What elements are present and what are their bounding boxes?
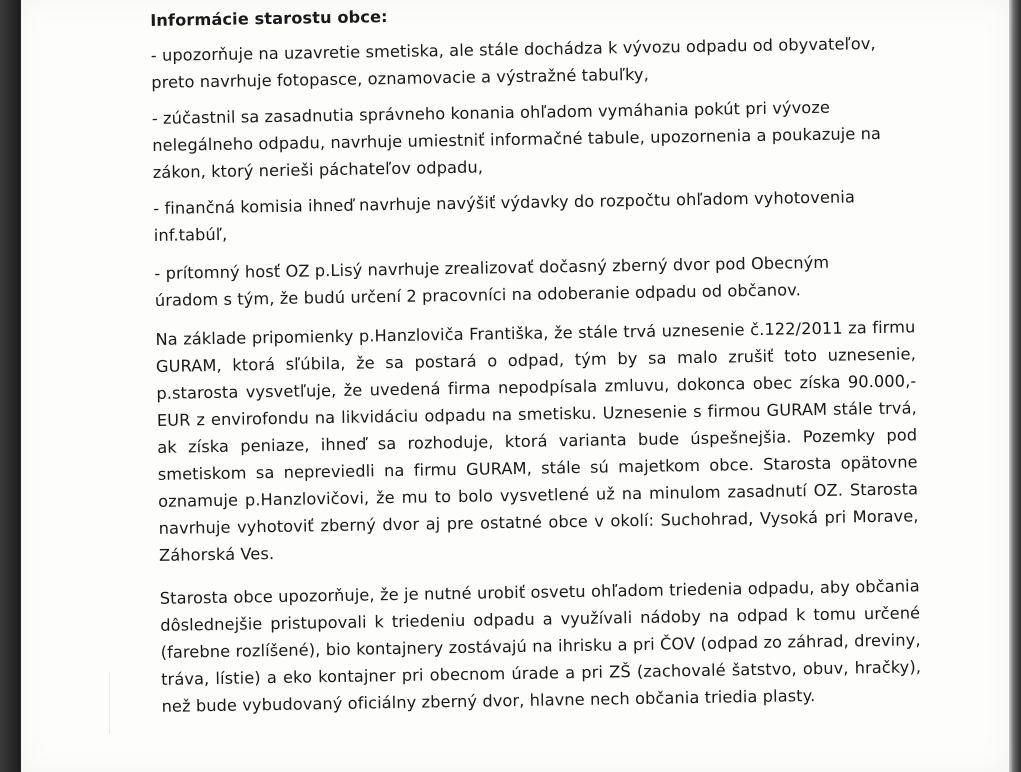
bullet-item-3: - finančná komisia ihneď navrhuje navýšiť výdavky do rozpočtu ohľadom vyhotovenia inf.tabúľ, [153, 187, 856, 245]
paragraph-waste-sorting: Starosta obce upozorňuje, že je nutné urobiť osvetu ohľadom triedenia odpadu, aby občania dôslednejšie pristupovali k triedeniu odpadu a využívali nádoby na odpad k tomu určené (farebne rozlíšené), bio kontajnery zostávajú na ihrisku a pri ČOV (odpad zo záhrad, dreviny, tráva, lístie) a eko kontajner pri obecnom úrade a pri ZŠ (zachovalé šatstvo, obuv, hračky), než bude vybudovaný oficiálny zberný dvor, hlavne nech občania triedia plasty. [159, 576, 922, 716]
paragraph-guram: Na základe pripomienky p.Hanzloviča Františka, že stále trvá uznesenie č.122/2011 za firmu GURAM, ktorá sľúbila, že sa postará o odpad, tým by sa malo zrušiť toto uznesenie, p.starosta vysvetľuje, že uvedená firma nepodpísala zmluvu, dokonca obec získa 90.000,-EUR z envirofondu na likvidáciu odpadu na smetisku. Uznesenie s firmou GURAM stále trvá, ak získa peniaze, ihneď sa rozhoduje, ktorá varianta bude úspešnejšia. Pozemky pod smetiskom sa nepreviedli na firmu GURAM, stále sú majetkom obce. Starosta opätovne oznamuje p.Hanzlovičovi, že mu to bolo vysvetlené už na minulom zasadnutí OZ. Starosta navrhuje vyhotoviť zberný dvor aj pre ostatné obce v okolí: Suchohrad, Vysoká pri Morave, Záhorská Ves. [155, 317, 919, 565]
document-page [21, 0, 1009, 772]
section-heading: Informácie starostu obce: [150, 7, 388, 30]
bullet-item-1: - upozorňuje na uzavretie smetiska, ale stále dochádza k vývozu odpadu od obyvateľov, preto navrhuje fotopasce, oznamovacie a výstražné tabuľky, [150, 33, 876, 92]
bullet-item-4: - prítomný hosť OZ p.Lisý navrhuje zrealizovať dočasný zberný dvor pod Obecným úradom s tým, že budú určení 2 pracovníci na odoberanie odpadu od občanov. [154, 252, 830, 310]
bullet-item-2: - zúčastnil sa zasadnutia správneho konania ohľadom vymáhania pokút pri vývoze nelegálneho odpadu, navrhuje umiestniť informačné tabule, upozornenia a poukazuje na zákon, ktorý nerieši páchateľov odpadu, [151, 97, 882, 182]
document-body [150, 0, 942, 736]
scan-artifact-line [109, 672, 110, 734]
